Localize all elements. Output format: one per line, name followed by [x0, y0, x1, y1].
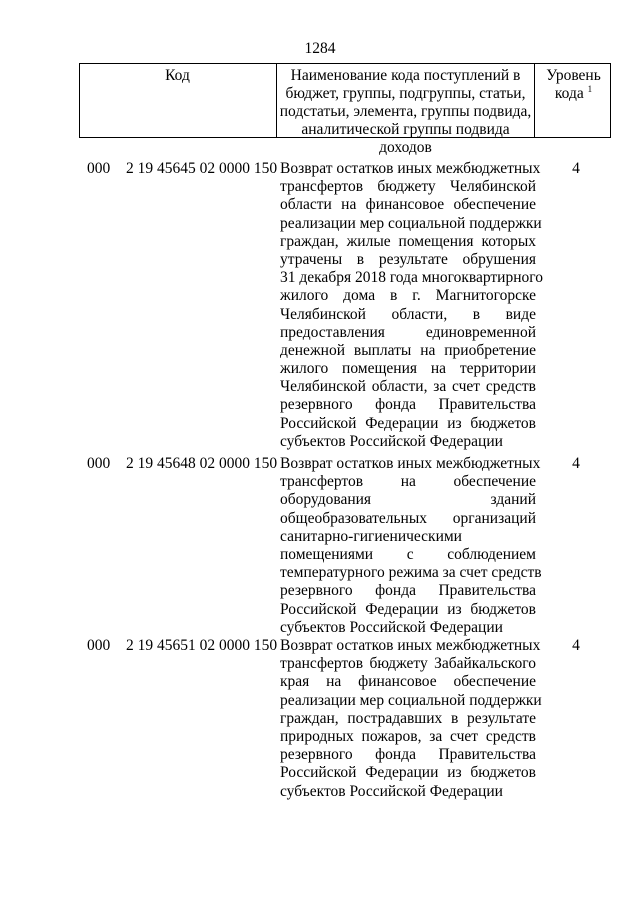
row-name-line: резервного фонда Правительства — [280, 582, 536, 600]
row-name-line: Возврат остатков иных межбюджетных — [280, 637, 541, 654]
row-name-line: общеобразовательных организаций — [280, 509, 536, 527]
row-name-line: субъектов Российской Федерации — [280, 618, 503, 636]
row-name-line: трансфертов на обеспечение — [280, 473, 536, 491]
row-name-line: природных пожаров, за счет средств — [280, 727, 536, 745]
table-header — [79, 63, 611, 156]
row-name — [280, 455, 542, 637]
row-name-line: Российской Федерации из бюджетов — [280, 600, 536, 618]
row-name-line: температурного режима за счет средств — [280, 564, 542, 582]
row-name-line: 31 декабря 2018 года многоквартирного — [280, 269, 543, 287]
row-name-line: Челябинской области, за счет средств — [280, 378, 536, 396]
row-budget-code: 2 19 45651 02 0000 150 — [126, 637, 278, 654]
header-level-line1: Уровень — [546, 67, 601, 84]
row-name — [280, 637, 542, 801]
row-name-line: денежной выплаты на приобретение — [280, 341, 536, 359]
row-name-line: граждан, жилые помещения которых — [280, 232, 536, 250]
row-budget-code: 2 19 45645 02 0000 150 — [126, 160, 278, 177]
row-budget-code: 2 19 45648 02 0000 150 — [126, 455, 278, 472]
header-name-line: бюджет, группы, подгруппы, статьи, — [285, 85, 526, 102]
header-level-text: кода — [554, 85, 584, 102]
header-name-line: Наименование кода поступлений в — [290, 67, 521, 84]
row-name-line: субъектов Российской Федерации — [280, 782, 503, 800]
header-name — [276, 64, 535, 156]
row-name-line: трансфертов бюджету Челябинской — [280, 178, 536, 196]
row-name-line: жилого помещения на территории — [280, 360, 536, 378]
footnote-marker: 1 — [587, 83, 593, 94]
row-name-line: санитарно-гигиеническими — [280, 527, 462, 545]
row-name-line: реализации мер социальной поддержки — [280, 214, 542, 232]
row-name-line: резервного фонда Правительства — [280, 396, 536, 414]
row-name-line: реализации мер социальной поддержки — [280, 691, 542, 709]
row-name-line: края на финансовое обеспечение — [280, 673, 536, 691]
row-admin-code: 000 — [87, 160, 111, 177]
row-admin-code: 000 — [87, 455, 111, 472]
header-name-line: подстатьи, элемента, группы подвида, — [279, 103, 532, 120]
row-name-line: Возврат остатков иных межбюджетных — [280, 160, 541, 177]
row-name-line: Российской Федерации из бюджетов — [280, 414, 536, 432]
row-name-line: оборудования зданий — [280, 491, 536, 509]
row-name-line: Возврат остатков иных межбюджетных — [280, 455, 541, 472]
row-level: 4 — [572, 160, 580, 177]
row-admin-code: 000 — [87, 637, 111, 654]
row-name-line: Российской Федерации из бюджетов — [280, 764, 536, 782]
header-level-line2 — [536, 85, 611, 103]
row-name-line: трансфертов бюджету Забайкальского — [280, 655, 536, 673]
header-code: Код — [165, 67, 190, 84]
row-name-line: резервного фонда Правительства — [280, 746, 536, 764]
row-name-line: граждан, пострадавших в результате — [280, 709, 536, 727]
row-name-line: субъектов Российской Федерации — [280, 432, 503, 450]
header-level — [536, 67, 611, 140]
row-level: 4 — [572, 637, 580, 654]
header-name-line: аналитической группы подвида доходов — [301, 121, 510, 156]
row-name-line: жилого дома в г. Магнитогорске — [280, 287, 536, 305]
row-level: 4 — [572, 455, 580, 472]
row-name-line: предоставления единовременной — [280, 323, 536, 341]
row-name-line: Челябинской области, в виде — [280, 305, 536, 323]
row-name — [280, 160, 543, 451]
page-number: 1284 — [304, 40, 336, 57]
row-name-line: помещениями с соблюдением — [280, 545, 536, 563]
row-name-line: утрачены в результате обрушения — [280, 250, 536, 268]
row-name-line: области на финансовое обеспечение — [280, 196, 536, 214]
